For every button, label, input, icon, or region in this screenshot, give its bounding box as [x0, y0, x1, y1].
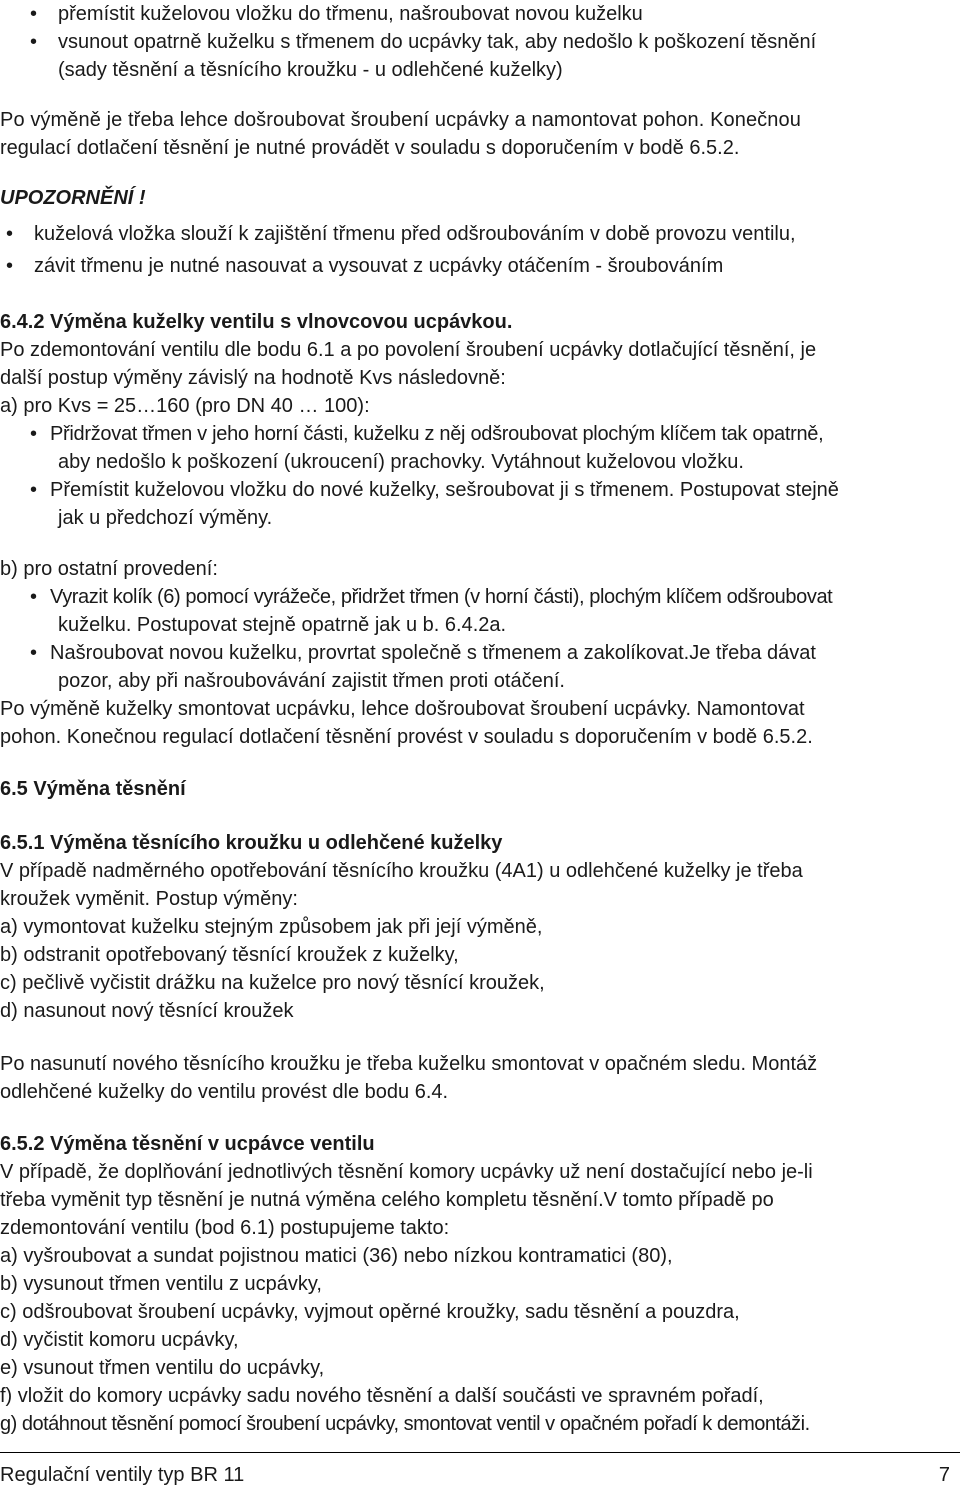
list-item: a) pro Kvs = 25…160 (pro DN 40 … 100): [0, 395, 370, 417]
list-item-continuation: (sady těsnění a těsnícího kroužku - u odlehčené kuželky) [58, 59, 563, 81]
list-item: vsunout opatrně kuželku s třmenem do ucpávky tak, aby nedošlo k poškození těsnění [58, 31, 817, 53]
paragraph-line: kroužek vyměnit. Postup výměny: [0, 888, 298, 910]
list-item-continuation: jak u předchozí výměny. [58, 507, 273, 529]
footer-title: Regulační ventily typ BR 11 [0, 1464, 245, 1486]
list-item: Našroubovat novou kuželku, provrtat společně s třmenem a zakolíkovat.Je třeba dávat [50, 642, 816, 664]
list-item: a) vyšroubovat a sundat pojistnou matici (36) nebo nízkou kontramatici (80), [0, 1245, 673, 1267]
bullet: • [6, 223, 14, 245]
list-item: f) vložit do komory ucpávky sadu nového těsnění a další součásti ve spravném pořadí, [0, 1385, 764, 1407]
list-item: a) vymontovat kuželku stejným způsobem jak při její výměně, [0, 916, 543, 938]
list-item: g) dotáhnout těsnění pomocí šroubení ucpávky, smontovat ventil v opačném pořadí k demontáži. [0, 1413, 810, 1435]
list-item: b) pro ostatní provedení: [0, 558, 218, 580]
list-item-continuation: pozor, aby při našroubovávání zajistit třmen proti otáčení. [58, 670, 565, 692]
section-heading: 6.4.2 Výměna kuželky ventilu s vlnovcovou ucpávkou. [0, 311, 513, 333]
warning-title: UPOZORNĚNÍ ! [0, 187, 146, 209]
list-item: přemístit kuželovou vložku do třmenu, našroubovat novou kuželku [58, 3, 643, 25]
paragraph-line: Po výměně kuželky smontovat ucpávku, lehce došroubovat šroubení ucpávky. Namontovat [0, 698, 805, 720]
paragraph-line: další postup výměny závislý na hodnotě Kvs následovně: [0, 367, 506, 389]
warning-item: závit třmenu je nutné nasouvat a vysouvat z ucpávky otáčením - šroubováním [34, 255, 724, 277]
section-heading: 6.5 Výměna těsnění [0, 778, 186, 800]
list-item: d) vyčistit komoru ucpávky, [0, 1329, 239, 1351]
list-item: Přidržovat třmen v jeho horní části, kuželku z něj odšroubovat plochým klíčem tak opatrně, [50, 423, 824, 445]
list-item: d) nasunout nový těsnící kroužek [0, 1000, 294, 1022]
paragraph-line: třeba vyměnit typ těsnění je nutná výměna celého kompletu těsnění.V tomto případě po [0, 1189, 774, 1211]
list-item: c) odšroubovat šroubení ucpávky, vyjmout opěrné kroužky, sadu těsnění a pouzdra, [0, 1301, 740, 1323]
list-item-continuation: aby nedošlo k poškození (ukroucení) prachovky. Vytáhnout kuželovou vložku. [58, 451, 744, 473]
page-number: 7 [938, 1464, 950, 1486]
warning-item: kuželová vložka slouží k zajištění třmenu před odšroubováním v době provozu ventilu, [34, 223, 796, 245]
paragraph-line: Po zdemontování ventilu dle bodu 6.1 a po povolení šroubení ucpávky dotlačující těsnění, je [0, 339, 817, 361]
bullet: • [6, 255, 14, 277]
list-item: Vyrazit kolík (6) pomocí vyrážeče, přidržet třmen (v horní části), plochým klíčem odšroubovat [50, 586, 833, 608]
bullet: • [30, 642, 38, 664]
list-item: b) odstranit opotřebovaný těsnící kroužek z kuželky, [0, 944, 459, 966]
paragraph-line: Po nasunutí nového těsnícího kroužku je třeba kuželku smontovat v opačném sledu. Montáž [0, 1053, 818, 1075]
bullet: • [30, 423, 38, 445]
paragraph-line: V případě, že doplňování jednotlivých těsnění komory ucpávky už není dostačující nebo je-li [0, 1161, 813, 1183]
bullet: • [30, 3, 38, 25]
list-item-continuation: kuželku. Postupovat stejně opatrně jak u b. 6.4.2a. [58, 614, 507, 636]
bullet: • [30, 31, 38, 53]
footer-divider [0, 1452, 960, 1453]
list-item: b) vysunout třmen ventilu z ucpávky, [0, 1273, 322, 1295]
section-heading: 6.5.1 Výměna těsnícího kroužku u odlehčené kuželky [0, 832, 503, 854]
paragraph-line: odlehčené kuželky do ventilu provést dle bodu 6.4. [0, 1081, 449, 1103]
paragraph-line: regulací dotlačení těsnění je nutné provádět v souladu s doporučením v bodě 6.5.2. [0, 137, 740, 159]
paragraph-line: V případě nadměrného opotřebování těsnícího kroužku (4A1) u odlehčené kuželky je třeba [0, 860, 803, 882]
bullet: • [30, 479, 38, 501]
section-heading: 6.5.2 Výměna těsnění v ucpávce ventilu [0, 1133, 375, 1155]
list-item: c) pečlivě vyčistit drážku na kuželce pro nový těsnící kroužek, [0, 972, 545, 994]
list-item: e) vsunout třmen ventilu do ucpávky, [0, 1357, 325, 1379]
paragraph-line: pohon. Konečnou regulací dotlačení těsnění provést v souladu s doporučením v bodě 6.5.2. [0, 726, 813, 748]
bullet: • [30, 586, 38, 608]
paragraph-line: zdemontování ventilu (bod 6.1) postupujeme takto: [0, 1217, 450, 1239]
list-item: Přemístit kuželovou vložku do nové kuželky, sešroubovat ji s třmenem. Postupovat stejně [50, 479, 839, 501]
paragraph-line: Po výměně je třeba lehce došroubovat šroubení ucpávky a namontovat pohon. Konečnou [0, 109, 801, 131]
